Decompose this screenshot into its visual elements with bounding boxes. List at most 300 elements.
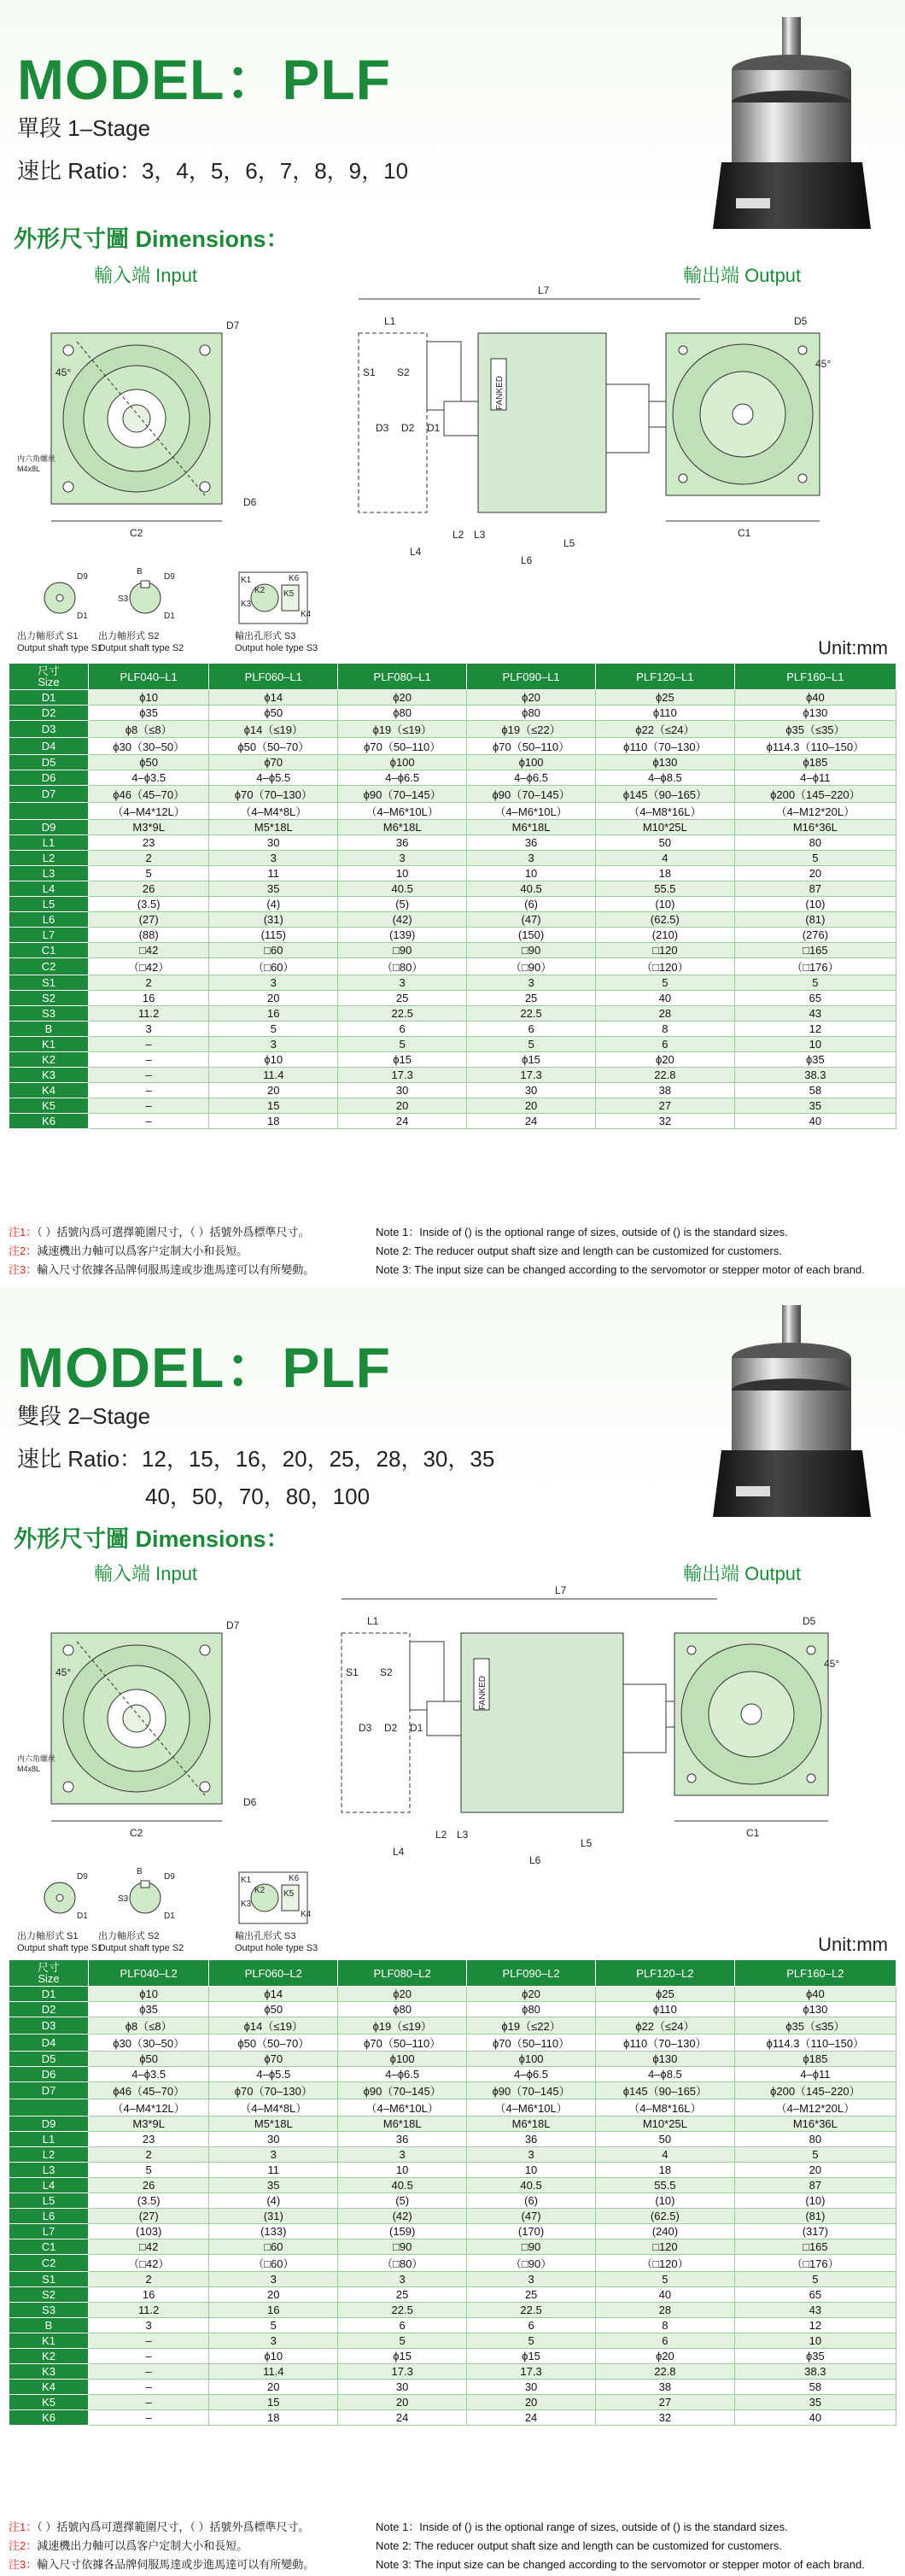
table-cell: 8 — [596, 2318, 735, 2333]
table-cell: □42 — [89, 943, 209, 958]
table-row — [9, 1114, 896, 1129]
bolt-hole-icon — [63, 482, 73, 492]
note-cn: 注1：（ ）括號內爲可選擇範圍尺寸，（ ）括號外爲標準尺寸。 — [9, 2520, 310, 2533]
table-cell: 55.5 — [596, 2178, 735, 2193]
table-cell: ϕ14 — [209, 690, 338, 705]
label-l4: L4 — [393, 1846, 405, 1858]
shaft-type-s2-caption: 出力軸形式 S2 Output shaft type S2 — [98, 631, 184, 653]
table-cell: 36 — [467, 835, 596, 851]
table-cell: 3 — [209, 2272, 338, 2287]
table-cell: 20 — [734, 866, 896, 881]
row-label: C1 — [9, 2239, 89, 2255]
note-tag: 注2： — [9, 1244, 38, 1257]
table-cell: (42) — [338, 2209, 467, 2224]
label-d2: D2 — [384, 1722, 398, 1734]
table-cell: (10) — [596, 897, 735, 912]
table-cell: ϕ130 — [596, 2052, 735, 2067]
row-label: L2 — [9, 851, 89, 866]
table-cell: 35 — [209, 881, 338, 897]
spec-table — [9, 1959, 896, 2426]
table-cell: 4–ϕ6.5 — [338, 770, 467, 786]
unit-label: Unit:mm — [818, 637, 888, 659]
label-c2: C2 — [130, 527, 143, 539]
table-cell: 4–ϕ3.5 — [89, 770, 209, 786]
table-cell: – — [89, 2364, 209, 2380]
row-label: L7 — [9, 2224, 89, 2239]
table-cell: ϕ15 — [338, 1052, 467, 1068]
table-cell: 20 — [209, 2287, 338, 2303]
table-cell: M6*18L — [338, 2116, 467, 2132]
table-cell: M10*25L — [596, 2116, 735, 2132]
label-d3: D3 — [376, 422, 389, 434]
table-cell: 4–ϕ5.5 — [209, 770, 338, 786]
table-cell: ϕ100 — [467, 2052, 596, 2067]
bolt-hole-icon — [798, 474, 807, 483]
table-cell: 3 — [338, 975, 467, 991]
note-tag: 注3： — [9, 1263, 38, 1276]
table-cell: ϕ20 — [338, 1987, 467, 2002]
table-row — [9, 2209, 896, 2224]
label-d7: D7 — [226, 319, 240, 331]
unit-label: Unit:mm — [818, 1934, 888, 1955]
table-cell: 5 — [596, 975, 735, 991]
output-label: 輸出端 Output — [683, 265, 802, 286]
table-row — [9, 786, 896, 803]
table-row — [9, 2132, 896, 2147]
note-line — [9, 2537, 896, 2556]
model-header: PLF090–L2 — [467, 1960, 596, 1987]
dimensions-title: 外形尺寸圖 Dimensions： — [14, 1526, 289, 1552]
table-row — [9, 958, 896, 975]
table-cell: 58 — [734, 2380, 896, 2395]
model-header: PLF120–L1 — [596, 664, 735, 690]
table-cell: 5 — [467, 2333, 596, 2349]
row-label: L3 — [9, 866, 89, 881]
table-cell: (42) — [338, 912, 467, 928]
table-cell: （□90） — [467, 2255, 596, 2272]
label-c1: C1 — [746, 1827, 760, 1839]
table-row — [9, 897, 896, 912]
table-cell: □90 — [467, 2239, 596, 2255]
table-cell: 11.2 — [89, 1006, 209, 1022]
table-cell: ϕ20 — [467, 1987, 596, 2002]
table-cell: 30 — [338, 2380, 467, 2395]
row-label: K3 — [9, 2364, 89, 2380]
row-label: L6 — [9, 2209, 89, 2224]
row-label: C2 — [9, 958, 89, 975]
table-cell: ϕ46（45–70） — [89, 786, 209, 803]
table-row — [9, 2147, 896, 2163]
table-cell: (170) — [467, 2224, 596, 2239]
table-cell: ϕ185 — [734, 2052, 896, 2067]
table-cell: 16 — [89, 2287, 209, 2303]
table-cell: 23 — [89, 2132, 209, 2147]
label-l2: L2 — [435, 1829, 447, 1841]
hero-banner — [0, 1288, 905, 1509]
row-label: D1 — [9, 690, 89, 705]
table-cell: （□90） — [467, 958, 596, 975]
row-label: B — [9, 1022, 89, 1037]
table-cell: – — [89, 1083, 209, 1098]
table-cell: 4–ϕ6.5 — [467, 770, 596, 786]
ratio-text — [17, 152, 408, 190]
table-cell: 4–ϕ5.5 — [209, 2067, 338, 2082]
table-cell: ϕ110（70–130） — [596, 2034, 735, 2052]
table-cell: ϕ22（≤24） — [596, 2017, 735, 2034]
shaft-center-icon — [733, 404, 753, 424]
row-label: S1 — [9, 2272, 89, 2287]
input-label: 輸入端 Input — [94, 1563, 198, 1584]
row-label: D6 — [9, 2067, 89, 2082]
model-header: PLF120–L2 — [596, 1960, 735, 1987]
table-cell: 5 — [734, 2147, 896, 2163]
ratio-line-2: 40，50，70，80，100 — [145, 1484, 371, 1509]
table-cell: 27 — [596, 2395, 735, 2410]
label-l6: L6 — [529, 1854, 541, 1866]
table-cell: 6 — [338, 2318, 467, 2333]
table-cell: 23 — [89, 835, 209, 851]
hole-type-s3-caption: 輸出孔形式 S3 Output hole type S3 — [235, 1931, 318, 1953]
table-cell: ϕ20 — [596, 2349, 735, 2364]
table-cell: 4–ϕ6.5 — [467, 2067, 596, 2082]
note-line — [9, 1261, 896, 1279]
table-row — [9, 2163, 896, 2178]
table-row — [9, 866, 896, 881]
table-cell: 35 — [734, 2395, 896, 2410]
table-cell: (115) — [209, 928, 338, 943]
model-title: MODEL：PLF — [17, 48, 391, 111]
table-cell: 6 — [467, 1022, 596, 1037]
table-cell: 3 — [338, 851, 467, 866]
table-cell: 22.8 — [596, 1068, 735, 1083]
label-l3: L3 — [457, 1829, 469, 1841]
row-label: K3 — [9, 1068, 89, 1083]
table-row — [9, 2303, 896, 2318]
bolt-hole-icon — [63, 1645, 73, 1655]
table-cell: ϕ70（70–130） — [209, 786, 338, 803]
table-cell: (62.5) — [596, 912, 735, 928]
table-row — [9, 2052, 896, 2067]
motor-outline — [359, 333, 427, 512]
table-cell: 3 — [467, 2147, 596, 2163]
row-label: B — [9, 2318, 89, 2333]
table-cell: □90 — [338, 2239, 467, 2255]
table-cell: 10 — [467, 2163, 596, 2178]
table-cell: ϕ19（≤22） — [467, 721, 596, 738]
row-label — [9, 803, 89, 820]
table-cell: 32 — [596, 1114, 735, 1129]
table-cell: 22.5 — [467, 2303, 596, 2318]
table-cell: ϕ90（70–145） — [467, 2082, 596, 2099]
note-en: Note 3: The input size can be changed according to the servomotor or stepper motor of each brand. — [376, 2558, 865, 2571]
table-cell: ϕ90（70–145） — [338, 2082, 467, 2099]
output-view — [674, 1615, 839, 1839]
row-label: K2 — [9, 1052, 89, 1068]
table-cell: 65 — [734, 991, 896, 1006]
table-row — [9, 835, 896, 851]
row-label: K6 — [9, 2410, 89, 2426]
table-cell: 6 — [596, 1037, 735, 1052]
table-cell: ϕ10 — [89, 1987, 209, 2002]
bolt-hole-icon — [63, 1782, 73, 1792]
table-cell: 5 — [734, 2272, 896, 2287]
table-row — [9, 820, 896, 835]
label-d1: D1 — [77, 612, 88, 621]
table-cell: (81) — [734, 2209, 896, 2224]
table-cell: 24 — [467, 1114, 596, 1129]
table-cell: (276) — [734, 928, 896, 943]
table-row — [9, 1987, 896, 2002]
table-cell: 6 — [467, 2318, 596, 2333]
table-cell: 40.5 — [467, 881, 596, 897]
table-cell: 3 — [89, 1022, 209, 1037]
output-shaft — [427, 1701, 461, 1736]
table-cell: ϕ15 — [467, 1052, 596, 1068]
row-label: L4 — [9, 881, 89, 897]
table-row — [9, 1006, 896, 1022]
table-cell: (210) — [596, 928, 735, 943]
row-label: D5 — [9, 755, 89, 770]
table-cell: (10) — [596, 2193, 735, 2209]
table-cell: （□42） — [89, 2255, 209, 2272]
note-cn: 注1：（ ）括號內爲可選擇範圍尺寸，（ ）括號外爲標準尺寸。 — [9, 1226, 310, 1238]
table-cell: ϕ200（145–220） — [734, 2082, 896, 2099]
table-cell: ϕ15 — [467, 2349, 596, 2364]
row-label: S1 — [9, 975, 89, 991]
row-label: K5 — [9, 2395, 89, 2410]
row-label: C1 — [9, 943, 89, 958]
table-cell: 18 — [596, 866, 735, 881]
label-k1: K1 — [241, 1876, 252, 1885]
table-cell: 10 — [338, 2163, 467, 2178]
row-label: D6 — [9, 770, 89, 786]
notes — [9, 2518, 896, 2574]
table-cell: – — [89, 2380, 209, 2395]
table-cell: (62.5) — [596, 2209, 735, 2224]
table-cell: □120 — [596, 943, 735, 958]
table-cell: 18 — [596, 2163, 735, 2178]
table-row — [9, 2193, 896, 2209]
label-l7: L7 — [538, 284, 550, 296]
table-cell: 80 — [734, 2132, 896, 2147]
label-b: B — [137, 567, 143, 577]
table-cell: 22.5 — [338, 1006, 467, 1022]
table-cell: 32 — [596, 2410, 735, 2426]
table-cell: □165 — [734, 2239, 896, 2255]
ratio-text — [17, 1440, 494, 1515]
table-cell: 22.5 — [338, 2303, 467, 2318]
table-cell: 4–ϕ6.5 — [338, 2067, 467, 2082]
table-cell: ϕ8（≤8） — [89, 2017, 209, 2034]
table-cell: 3 — [467, 975, 596, 991]
table-cell: 17.3 — [467, 1068, 596, 1083]
table-cell: 30 — [338, 1083, 467, 1098]
table-cell: ϕ35 — [734, 2349, 896, 2364]
table-cell: 10 — [734, 1037, 896, 1052]
stage-text: 雙段 2–Stage — [17, 1403, 151, 1429]
row-label: C2 — [9, 2255, 89, 2272]
table-cell: 58 — [734, 1083, 896, 1098]
size-header: 尺寸 Size — [9, 1960, 89, 1987]
table-cell: ϕ25 — [596, 1987, 735, 2002]
table-cell: 65 — [734, 2287, 896, 2303]
table-cell: ϕ40 — [734, 690, 896, 705]
note-line — [9, 2518, 896, 2537]
table-row — [9, 2364, 896, 2380]
model-header: PLF040–L2 — [89, 1960, 209, 1987]
table-cell: ϕ114.3（110–150） — [734, 738, 896, 755]
row-label: K1 — [9, 1037, 89, 1052]
table-cell: ϕ15 — [338, 2349, 467, 2364]
table-cell: 26 — [89, 2178, 209, 2193]
note-en: Note 3: The input size can be changed according to the servomotor or stepper motor of each brand. — [376, 1263, 865, 1276]
label-d5: D5 — [803, 1615, 816, 1627]
note-tag: 注3： — [9, 2558, 38, 2571]
table-row — [9, 1052, 896, 1068]
table-cell: 38.3 — [734, 1068, 896, 1083]
label-c2: C2 — [130, 1827, 143, 1839]
table-cell: ϕ114.3（110–150） — [734, 2034, 896, 2052]
label-angle: 45° — [815, 358, 832, 370]
table-cell: 18 — [209, 1114, 338, 1129]
table-cell: 3 — [209, 2147, 338, 2163]
table-cell: ϕ19（≤22） — [467, 2017, 596, 2034]
label-b: B — [137, 1867, 143, 1876]
table-cell: 25 — [467, 2287, 596, 2303]
row-label: K1 — [9, 2333, 89, 2349]
table-cell: ϕ50（50–70） — [209, 2034, 338, 2052]
model-header: PLF060–L2 — [209, 1960, 338, 1987]
label-d9: D9 — [77, 1872, 88, 1882]
table-cell: ϕ30（30–50） — [89, 2034, 209, 2052]
table-cell: M3*9L — [89, 820, 209, 835]
model-header: PLF080–L1 — [338, 664, 467, 690]
table-cell: ϕ22（≤24） — [596, 721, 735, 738]
table-cell: (159) — [338, 2224, 467, 2239]
row-label: S3 — [9, 1006, 89, 1022]
table-row — [9, 1022, 896, 1037]
bolt-hole-icon — [63, 345, 73, 355]
table-cell: – — [89, 1098, 209, 1114]
label-l5: L5 — [581, 1837, 593, 1849]
table-row — [9, 721, 896, 738]
table-cell: 16 — [209, 1006, 338, 1022]
label-angle: 45° — [55, 1666, 72, 1678]
label-d1: D1 — [164, 612, 175, 621]
table-cell: （□120） — [596, 958, 735, 975]
label-d6: D6 — [243, 496, 257, 508]
table-cell: ϕ80 — [338, 705, 467, 721]
table-cell: 50 — [596, 2132, 735, 2147]
ratio-line-1: 速比 Ratio：3，4，5，6，7，8，9，10 — [17, 158, 409, 184]
table-cell: 11.4 — [209, 2364, 338, 2380]
shaft-type-s2-caption: 出力軸形式 S2 Output shaft type S2 — [98, 1931, 184, 1953]
table-cell: 3 — [209, 2333, 338, 2349]
table-cell: (47) — [467, 912, 596, 928]
table-row — [9, 851, 896, 866]
table-cell: 25 — [338, 2287, 467, 2303]
table-cell: 50 — [596, 835, 735, 851]
label-d6: D6 — [243, 1796, 257, 1808]
table-cell: ϕ20 — [338, 690, 467, 705]
table-cell: 25 — [467, 991, 596, 1006]
table-cell: 3 — [338, 2272, 467, 2287]
table-row — [9, 738, 896, 755]
table-cell: (10) — [734, 897, 896, 912]
label-k3: K3 — [241, 1900, 252, 1909]
table-cell: 5 — [89, 866, 209, 881]
row-label: D3 — [9, 2017, 89, 2034]
table-cell: 5 — [338, 1037, 467, 1052]
bolt-hole-icon — [200, 345, 210, 355]
table-cell: 3 — [209, 851, 338, 866]
input-label: 輸入端 Input — [94, 265, 198, 286]
table-cell: M5*18L — [209, 2116, 338, 2132]
note-cn: 注3：輸入尺寸依據各品牌伺服馬達或步進馬達可以有所變動。 — [9, 1263, 315, 1276]
model-header: PLF040–L1 — [89, 664, 209, 690]
table-cell: ϕ50 — [209, 705, 338, 721]
table-cell: (47) — [467, 2209, 596, 2224]
table-cell: 5 — [209, 2318, 338, 2333]
table-cell: – — [89, 1052, 209, 1068]
dimension-drawing — [17, 282, 888, 641]
table-cell: ϕ130 — [734, 705, 896, 721]
bolt-hole-icon — [807, 1646, 815, 1654]
label-angle: 45° — [55, 366, 72, 378]
bolt-hole-icon — [807, 1774, 815, 1783]
brand-plate-icon — [736, 198, 770, 208]
table-cell: (133) — [209, 2224, 338, 2239]
row-label: D4 — [9, 2034, 89, 2052]
table-cell: 30 — [467, 1083, 596, 1098]
table-cell: 36 — [338, 835, 467, 851]
table-cell: 43 — [734, 1006, 896, 1022]
output-view — [666, 315, 831, 539]
table-cell: 4–ϕ3.5 — [89, 2067, 209, 2082]
table-cell: – — [89, 1037, 209, 1052]
table-cell: – — [89, 2349, 209, 2364]
table-row — [9, 2318, 896, 2333]
note-cn: 注3：輸入尺寸依據各品牌伺服馬達或步進馬達可以有所變動。 — [9, 2558, 315, 2571]
model-header: PLF080–L2 — [338, 1960, 467, 1987]
label-d1: D1 — [427, 422, 441, 434]
table-cell: ϕ35 — [89, 705, 209, 721]
label-c1: C1 — [738, 527, 751, 539]
table-cell: ϕ35（≤35） — [734, 2017, 896, 2034]
label-d9: D9 — [164, 1872, 175, 1882]
row-label: L6 — [9, 912, 89, 928]
model-header: PLF160–L2 — [734, 1960, 896, 1987]
table-cell: （4–M8*16L） — [596, 803, 735, 820]
table-cell: – — [89, 2395, 209, 2410]
table-cell: ϕ70 — [209, 2052, 338, 2067]
shaft-details — [44, 567, 312, 624]
table-cell: （4–M6*10L） — [338, 803, 467, 820]
row-label: D4 — [9, 738, 89, 755]
label-k3: K3 — [241, 600, 252, 609]
table-row — [9, 2224, 896, 2239]
row-label — [9, 2099, 89, 2116]
table-cell: 20 — [467, 1098, 596, 1114]
table-cell: 2 — [89, 975, 209, 991]
row-label: D3 — [9, 721, 89, 738]
table-cell: （□176） — [734, 958, 896, 975]
table-cell: 40 — [734, 1114, 896, 1129]
output-label: 輸出端 Output — [683, 1563, 802, 1584]
table-cell: 3 — [89, 2318, 209, 2333]
table-cell: 6 — [596, 2333, 735, 2349]
table-cell: (3.5) — [89, 2193, 209, 2209]
